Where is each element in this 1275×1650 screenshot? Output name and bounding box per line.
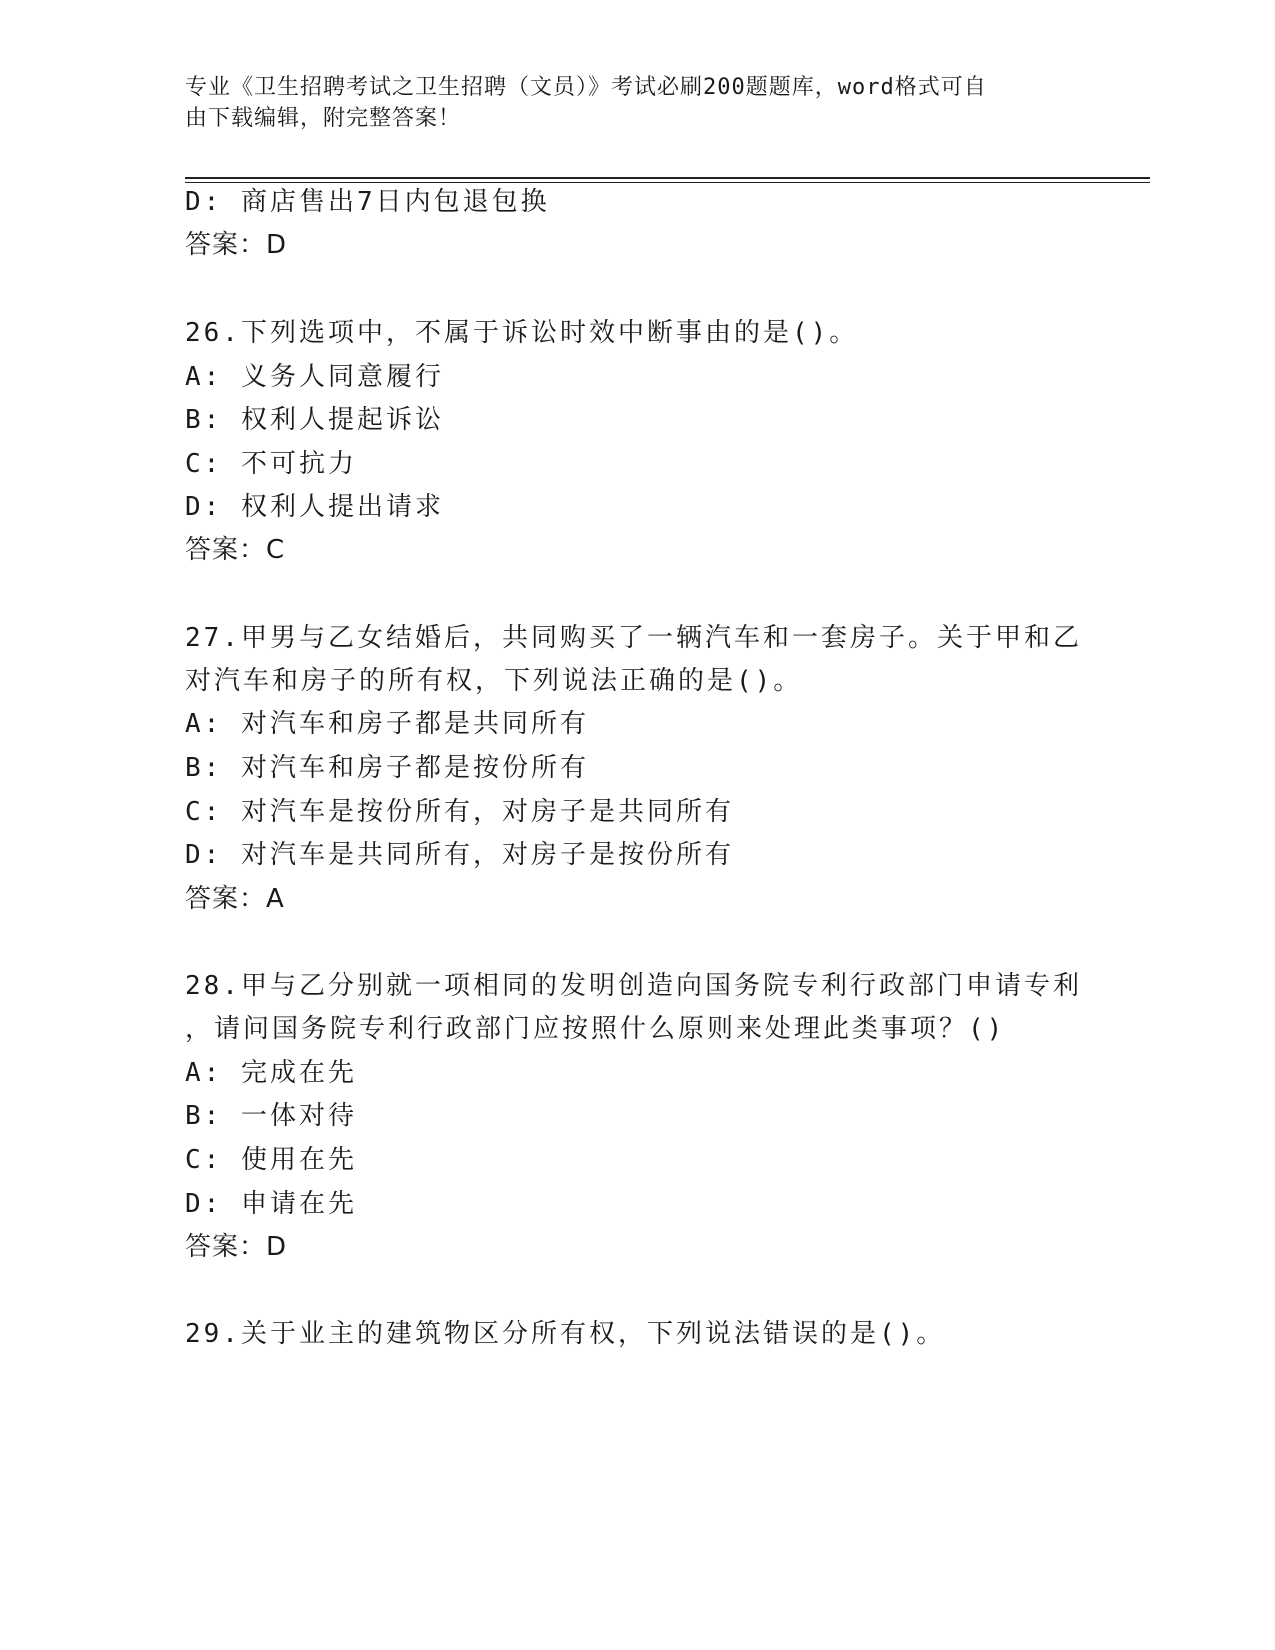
header-divider-thick	[185, 177, 1150, 179]
q28-option-a: A: 完成在先	[185, 1058, 357, 1088]
header-divider-thin	[185, 182, 1150, 183]
q27-option-c: C: 对汽车是按份所有，对房子是共同所有	[185, 797, 734, 827]
q26-option-c: C: 不可抗力	[185, 449, 357, 479]
q28-question-line-2: ，请问国务院专利行政部门应按照什么原则来处理此类事项？()	[185, 1014, 1006, 1044]
q28-question-line-1: 28.甲与乙分别就一项相同的发明创造向国务院专利行政部门申请专利	[185, 971, 1082, 1001]
q26-option-a: A: 义务人同意履行	[185, 362, 444, 392]
q27-answer: 答案：A	[185, 884, 285, 914]
q25-answer: 答案：D	[185, 230, 288, 260]
header-line-1: 专业《卫生招聘考试之卫生招聘（文员）》考试必刷200题题库，word格式可自	[185, 75, 987, 100]
q27-question-line-2: 对汽车和房子的所有权，下列说法正确的是()。	[185, 666, 803, 696]
q27-option-a: A: 对汽车和房子都是共同所有	[185, 709, 589, 739]
q28-option-b: B: 一体对待	[185, 1101, 357, 1131]
q27-option-b: B: 对汽车和房子都是按份所有	[185, 753, 589, 783]
q26-question: 26.下列选项中，不属于诉讼时效中断事由的是()。	[185, 318, 859, 348]
q28-option-d: D: 申请在先	[185, 1189, 357, 1219]
q26-option-d: D: 权利人提出请求	[185, 492, 444, 522]
document-header	[185, 72, 1065, 134]
header-line-2: 由下载编辑，附完整答案！	[185, 106, 462, 131]
q26-option-b: B: 权利人提起诉讼	[185, 405, 444, 435]
q27-question-line-1: 27.甲男与乙女结婚后，共同购买了一辆汽车和一套房子。关于甲和乙	[185, 623, 1082, 653]
q26-answer: 答案：C	[185, 535, 286, 565]
q28-answer: 答案：D	[185, 1232, 288, 1262]
q29-question: 29.关于业主的建筑物区分所有权，下列说法错误的是()。	[185, 1319, 946, 1349]
q28-option-c: C: 使用在先	[185, 1145, 357, 1175]
q27-option-d: D: 对汽车是共同所有，对房子是按份所有	[185, 840, 734, 870]
q25-option-d: D: 商店售出7日内包退包换	[185, 187, 550, 217]
